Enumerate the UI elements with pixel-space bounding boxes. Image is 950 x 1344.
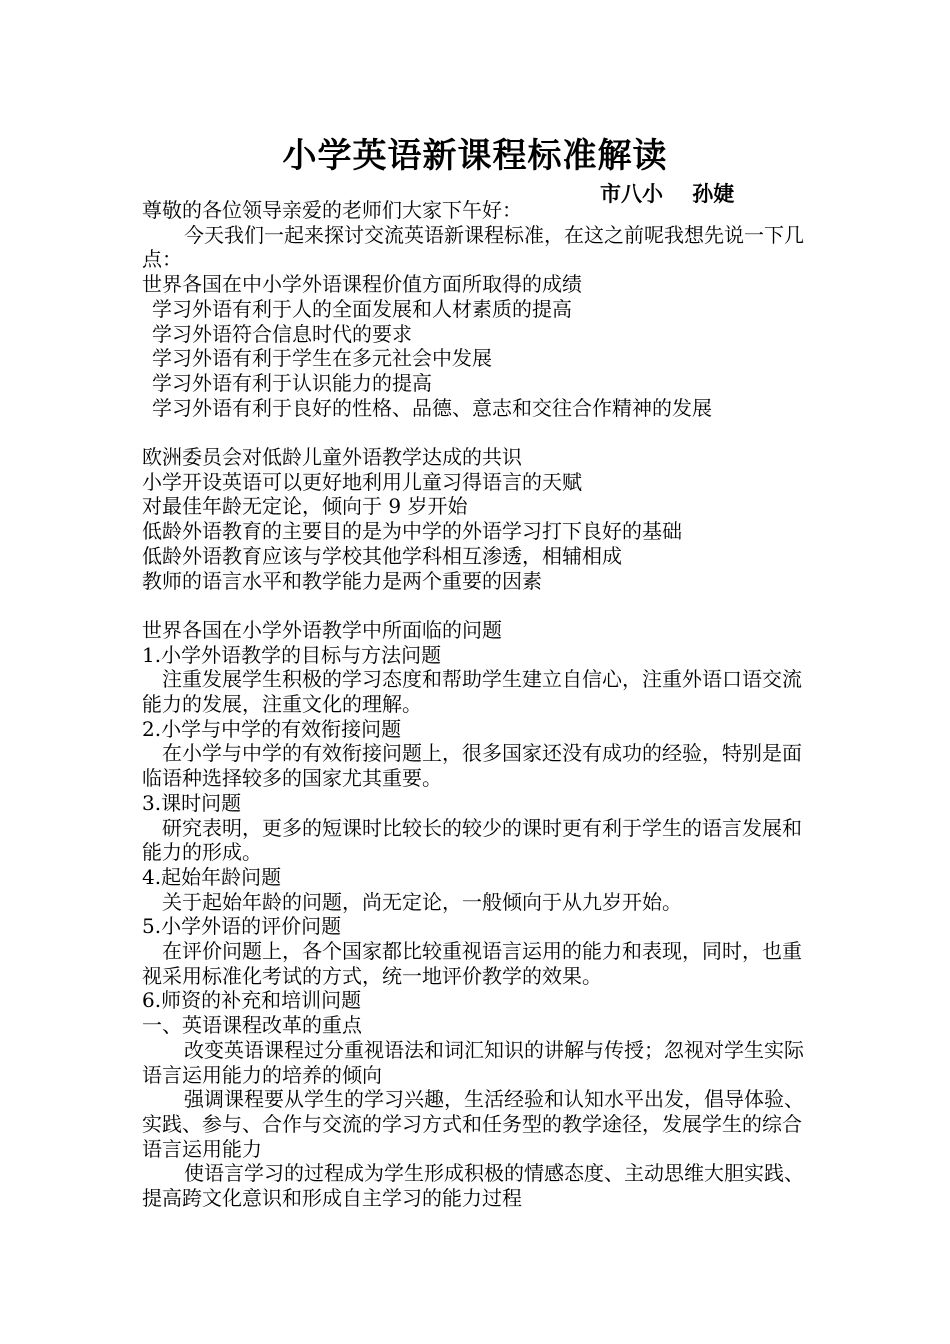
- problem-heading: 4.起始年龄问题: [142, 864, 282, 889]
- reform-paragraph: 改变英语课程过分重视语法和词汇知识的讲解与传授；忽视对学生实际语言运用能力的培养的倾向: [142, 1037, 804, 1087]
- list-item: 小学开设英语可以更好地利用儿童习得语言的天赋: [142, 469, 582, 494]
- section-heading: 世界各国在中小学外语课程价值方面所取得的成绩: [142, 272, 582, 297]
- list-item: 教师的语言水平和教学能力是两个重要的因素: [142, 568, 542, 593]
- problem-text: 关于起始年龄的问题，尚无定论，一般倾向于从九岁开始。: [162, 889, 682, 914]
- intro-paragraph: 今天我们一起来探讨交流英语新课程标准，在这之前呢我想先说一下几点：: [142, 222, 804, 272]
- problem-heading: 2.小学与中学的有效衔接问题: [142, 716, 402, 741]
- blank-line: [142, 593, 812, 618]
- author-line: 市八小 孙婕: [600, 182, 735, 206]
- problem-text: 注重发展学生积极的学习态度和帮助学生建立自信心，注重外语口语交流能力的发展，注重文化的理解。: [142, 667, 802, 717]
- greeting: 尊敬的各位领导亲爱的老师们大家下午好：: [142, 198, 522, 222]
- section-heading: 一、英语课程改革的重点: [142, 1013, 362, 1038]
- blank-line: [142, 420, 812, 445]
- list-item: 低龄外语教育的主要目的是为中学的外语学习打下良好的基础: [142, 519, 682, 544]
- problem-heading: 1.小学外语教学的目标与方法问题: [142, 642, 442, 667]
- list-item: 学习外语有利于人的全面发展和人材素质的提高: [152, 296, 572, 321]
- list-item: 学习外语有利于学生在多元社会中发展: [152, 346, 492, 371]
- problem-heading: 3.课时问题: [142, 790, 242, 815]
- list-item: 学习外语符合信息时代的要求: [152, 321, 412, 346]
- reform-paragraph: 强调课程要从学生的学习兴趣，生活经验和认知水平出发，倡导体验、实践、参与、合作与交流的学习方式和任务型的教学途径，发展学生的综合语言运用能力: [142, 1087, 804, 1161]
- list-item: 学习外语有利于良好的性格、品德、意志和交往合作精神的发展: [152, 395, 712, 420]
- list-item: 学习外语有利于认识能力的提高: [152, 370, 432, 395]
- section-heading: 欧洲委员会对低龄儿童外语教学达成的共识: [142, 445, 522, 470]
- list-item: 低龄外语教育应该与学校其他学科相互渗透，相辅相成: [142, 543, 622, 568]
- problem-text: 在小学与中学的有效衔接问题上，很多国家还没有成功的经验，特别是面临语种选择较多的国家尤其重要。: [142, 741, 802, 791]
- list-item: 对最佳年龄无定论，倾向于 9 岁开始: [142, 494, 468, 519]
- section-heading: 世界各国在小学外语教学中所面临的问题: [142, 617, 502, 642]
- problem-text: 在评价问题上，各个国家都比较重视语言运用的能力和表现，同时，也重视采用标准化考试的方式，统一地评价教学的效果。: [142, 939, 802, 988]
- problem-text: 研究表明，更多的短课时比较长的较少的课时更有利于学生的语言发展和能力的形成。: [142, 815, 802, 865]
- problem-heading: 5.小学外语的评价问题: [142, 914, 342, 939]
- page-title: 小学英语新课程标准解读: [282, 136, 668, 176]
- document-body: [142, 198, 812, 1211]
- problem-heading: 6.师资的补充和培训问题: [142, 988, 362, 1013]
- reform-paragraph: 使语言学习的过程成为学生形成积极的情感态度、主动思维大胆实践、提高跨文化意识和形成自主学习的能力过程: [142, 1161, 804, 1211]
